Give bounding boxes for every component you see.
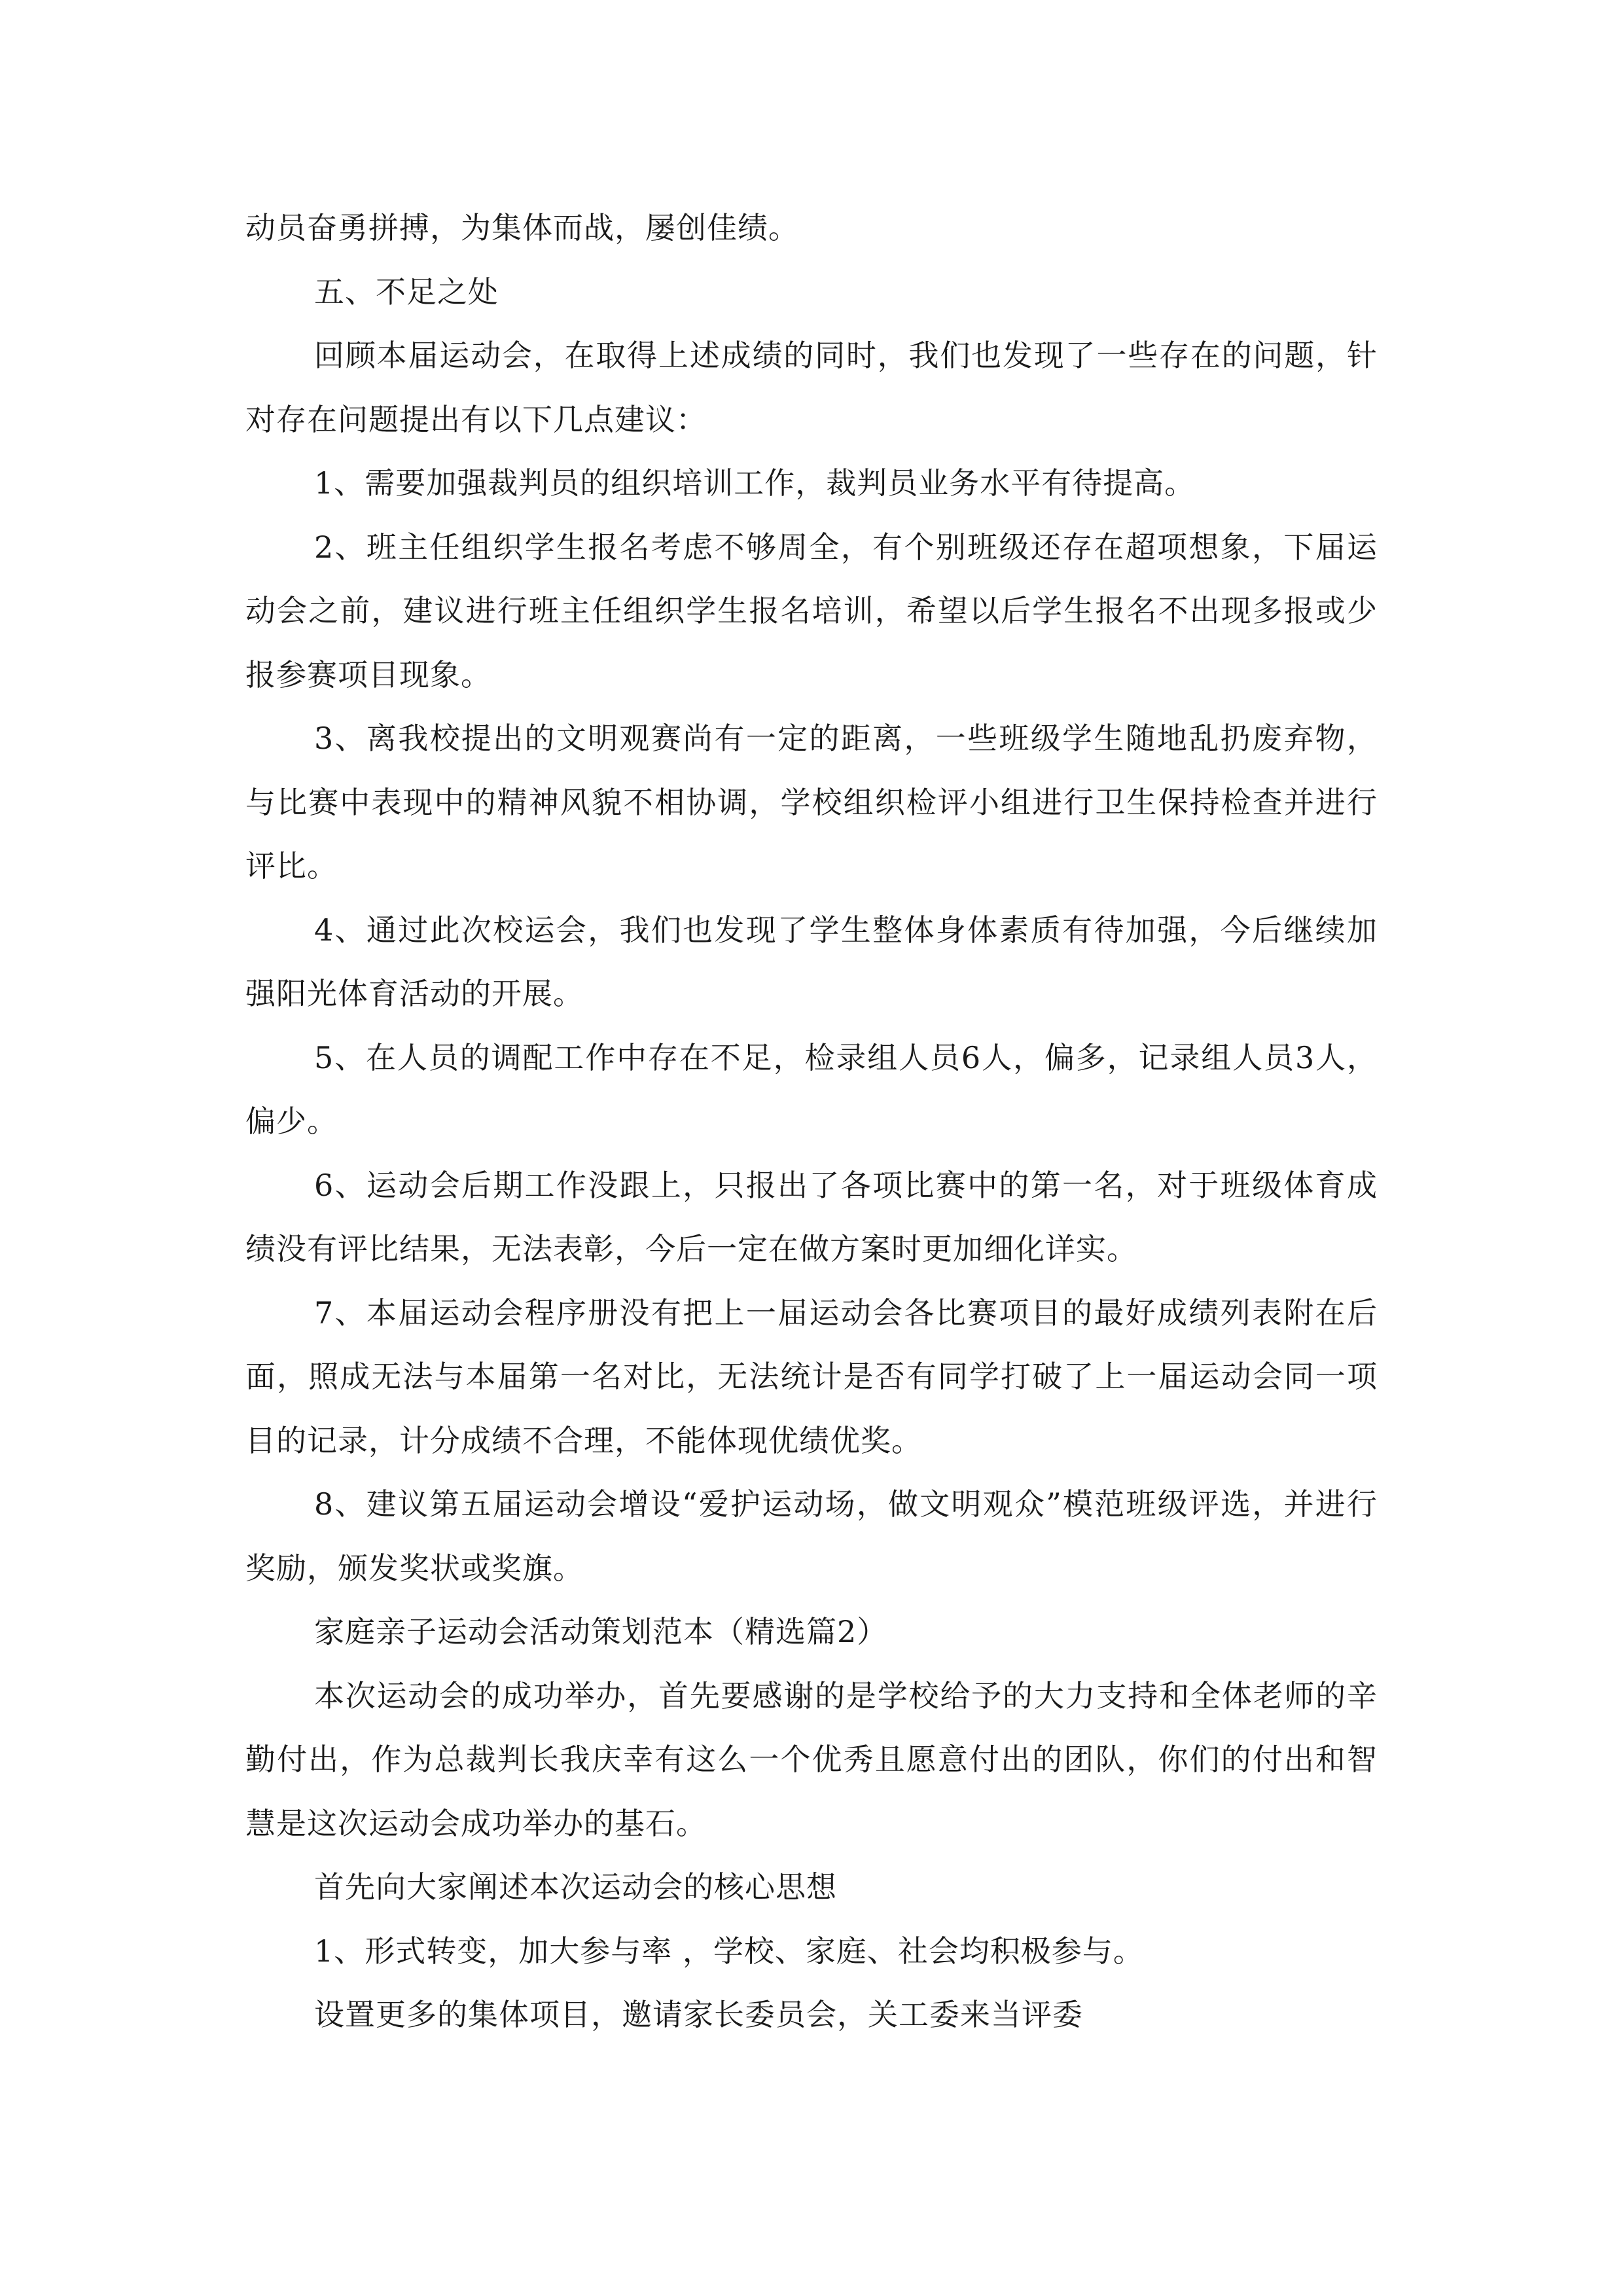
core-idea-item-1: 1、形式转变，加大参与率 ，学校、家庭、社会均积极参与。 [314,1933,1144,1969]
document-body [245,196,1378,2047]
suggestion-item-8: 8、建议第五届运动会增设“爱护运动场，做文明观众”模范班级评选，并进行奖励，颁发奖状或奖旗。 [245,1486,1378,1586]
section-title-template-2: 家庭亲子运动会活动策划范本（精选篇2） [314,1614,888,1649]
paragraph-thanks: 本次运动会的成功举办，首先要感谢的是学校给予的大力支持和全体老师的辛勤付出，作为总裁判长我庆幸有这么一个优秀且愿意付出的团队，你们的付出和智慧是这次运动会成功举办的基石。 [245,1677,1378,1841]
suggestion-item-7: 7、本届运动会程序册没有把上一届运动会各比赛项目的最好成绩列表附在后面，照成无法与本届第一名对比，无法统计是否有同学打破了上一届运动会同一项目的记录，计分成绩不合理，不能体现优绩优奖。 [245,1295,1378,1458]
section-heading-shortcomings: 五、不足之处 [314,274,499,310]
paragraph-continuation: 动员奋勇拼搏，为集体而战，屡创佳绩。 [245,210,799,245]
paragraph-review-intro: 回顾本届运动会，在取得上述成绩的同时，我们也发现了一些存在的问题，针对存在问题提出有以下几点建议： [245,338,1378,437]
suggestion-item-4: 4、通过此次校运会，我们也发现了学生整体身体素质有待加强，今后继续加强阳光体育活动的开展。 [245,912,1378,1011]
suggestion-item-1: 1、需要加强裁判员的组织培训工作，裁判员业务水平有待提高。 [314,465,1196,501]
suggestion-item-5: 5、在人员的调配工作中存在不足，检录组人员6人，偏多，记录组人员3人，偏少。 [245,1039,1378,1139]
paragraph-core-idea: 首先向大家阐述本次运动会的核心思想 [314,1869,837,1905]
suggestion-item-3: 3、离我校提出的文明观赛尚有一定的距离，一些班级学生随地乱扔废弃物，与比赛中表现中的精神风貌不相协调，学校组织检评小组进行卫生保持检查并进行评比。 [245,721,1378,884]
paragraph-collective-events: 设置更多的集体项目，邀请家长委员会，关工委来当评委 [314,1997,1083,2032]
suggestion-item-6: 6、运动会后期工作没跟上，只报出了各项比赛中的第一名，对于班级体育成绩没有评比结果，无法表彰，今后一定在做方案时更加细化详实。 [245,1167,1378,1266]
suggestion-item-2: 2、班主任组织学生报名考虑不够周全，有个别班级还存在超项想象，下届运动会之前，建议进行班主任组织学生报名培训，希望以后学生报名不出现多报或少报参赛项目现象。 [245,529,1378,692]
